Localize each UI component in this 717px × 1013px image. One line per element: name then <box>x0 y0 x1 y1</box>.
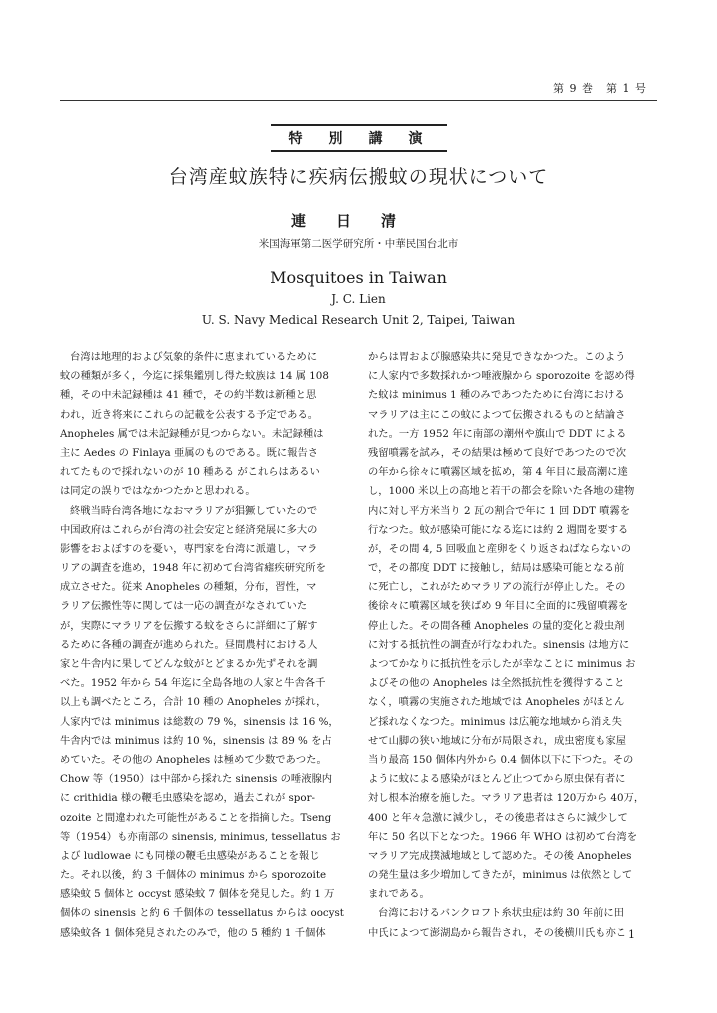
text-line: 行なつた。蚊が感染可能になる迄には約 2 週間を要する <box>368 523 629 536</box>
text-line: せて山脚の狭い地域に分布が局限され，成虫密度も家屋 <box>368 734 627 747</box>
page-number: 1 <box>628 928 635 941</box>
text-line: 個体の sinensis と約 6 千個体の tessellatus からは oocyst <box>60 907 344 920</box>
text-line: 残留噴霧を試み，その結果は極めて良好であつたので次 <box>368 446 627 459</box>
text-line: れてたもので採れないのが 10 種ある がこれらはあるい <box>60 466 320 479</box>
text-line: し，1000 米以上の高地と若干の都会を除いた各地の建物 <box>368 485 635 498</box>
text-line: た。それ以後，約 3 千個体の minimus から sporozoite <box>60 869 327 882</box>
text-line: ozoite と間違われた可能性があることを指摘した。Tseng <box>60 811 332 824</box>
text-line: 家と牛舎内に果してどんな蚊がとどまるか先ずそれを調 <box>60 658 318 670</box>
text-line: の発生量は多少増加してきたが，minimus は依然として <box>368 869 633 882</box>
text-line: 当り最高 150 個体内外から 0.4 個体以下に下つた。その <box>368 753 634 766</box>
text-line: 対し根本治療を施した。マラリア患者は 120万から 40万， <box>368 792 645 805</box>
header-rule <box>60 100 657 101</box>
title-jp: 台湾産蚊族特に疾病伝搬蚊の現状について <box>168 166 549 188</box>
text-line: で，その都度 DDT に接触し，結局は感染可能となる前 <box>368 562 625 575</box>
author-en: J. C. Lien <box>331 292 386 306</box>
text-line: るために各種の調査が進められた。昼間農村における人 <box>60 638 318 651</box>
text-line: 年に 50 名以下となつた。1966 年 WHO は初めて台湾を <box>368 830 638 843</box>
text-line: よび ludlowae にも同様の鞭毛虫感染があることを報じ <box>60 849 320 862</box>
text-line: なく，噴霧の実施された地域では Anopheles がほとん <box>368 696 625 709</box>
text-line: 牛舎内では minimus は約 10 %，sinensis は 89 % を占 <box>60 734 332 747</box>
text-line: 400 と年々急激に減少し，その後患者はさらに減少して <box>368 811 628 824</box>
text-line: 以上も調べたところ，合計 10 種の Anopheles が採れ， <box>60 696 327 709</box>
text-line: Chow 等（1950）は中部から採れた sinensis の唾液腺内 <box>60 773 333 786</box>
text-line: 感染蚊 5 個体と occyst 感染蚊 7 個体を発見した。約 1 万 <box>60 888 335 901</box>
affiliation-en: U. S. Navy Medical Research Unit 2, Taipei, Taiwan <box>201 313 516 327</box>
left-column <box>60 348 352 943</box>
text-line: 後徐々に噴霧区域を狭ばめ 9 年目に全面的に残留噴霧を <box>368 600 629 613</box>
text-line: Anopheles 属では未記録種が見つからない。未記録種は <box>60 427 324 440</box>
text-line: 主に Aedes の Finlaya 亜属のものである。既に報告さ <box>60 446 319 459</box>
text-line: ラリア伝搬性等に関しては一応の調査がなされていた <box>60 600 308 613</box>
text-line: 台湾は地理的および気象的条件に恵まれているために <box>70 351 318 363</box>
text-line: 成立させた。従来 Anopheles の種類，分布，習性，マ <box>60 581 317 594</box>
text-line: からは胃および腺感染共に発見できなかつた。このよう <box>368 351 626 363</box>
text-line: 感染蚊各 1 個体発見されたのみで，他の 5 種約 1 千個体 <box>60 926 326 939</box>
text-line: めていた。その他の Anopheles は極めて少数であつた。 <box>60 753 327 766</box>
section-label-text: 特 別 講 演 <box>271 124 447 152</box>
text-line: われ，近き将来にこれらの記載を公表する予定である。 <box>60 408 319 421</box>
volume-issue: 第 9 巻 第 1 号 <box>553 82 647 95</box>
text-line: れた。一方 1952 年に南部の潮州や旗山で DDT による <box>368 427 627 440</box>
author-jp: 連日清 <box>290 212 426 230</box>
section-label <box>0 124 717 152</box>
text-line: 影響をおよぼすのを憂い，専門家を台湾に派遣し，マラ <box>60 542 318 555</box>
text-line: よびその他の Anopheles は全然抵抗性を獲得すること <box>368 677 625 690</box>
right-column <box>368 348 660 943</box>
text-line: べた。1952 年から 54 年迄に全島各地の人家と牛舎各千 <box>60 677 326 690</box>
text-line: よつてかなりに抵抗性を示したが幸なことに minimus お <box>368 658 636 670</box>
text-line: 内に対し平方米当り 2 瓦の割合で年に 1 回 DDT 噴霧を <box>368 504 631 517</box>
title-en: Mosquitoes in Taiwan <box>270 268 447 287</box>
text-line: た蚊は minimus 1 種のみであつたために台湾における <box>368 389 625 402</box>
text-line: 中氏によつて澎湖島から報告され，その後横川氏も亦こ <box>368 926 627 939</box>
text-line: マラリア完成撲滅地域として認めた。その後 Anopheles <box>368 849 632 862</box>
text-line: は同定の誤りではなかつたかと思われる。 <box>60 485 256 498</box>
text-line: 停止した。その間各種 Anopheles の量的変化と殺虫剤 <box>368 619 625 632</box>
text-line: リアの調査を進め，1948 年に初めて台湾省瘧疾研究所を <box>60 562 326 575</box>
text-line: 等（1954）も亦南部の sinensis, minimus, tessellatus お <box>60 830 341 843</box>
text-line: ど採れなくなつた。minimus は広範な地域から消え失 <box>368 715 622 728</box>
text-line: の年から徐々に噴霧区域を拡め，第 4 年目に最高潮に達 <box>368 466 628 479</box>
affiliation-jp: 米国海軍第二医学研究所・中華民国台北市 <box>258 238 459 250</box>
text-line: ように蚊による感染がほとんど止つてから原虫保有者に <box>368 773 626 786</box>
text-line: に人家内で多数採れかつ唾液腺から sporozoite を認め得 <box>368 370 635 383</box>
text-line: 人家内では minimus は総数の 79 %，sinensis は 16 %， <box>60 715 339 728</box>
text-line: 台湾におけるバンクロフト糸状虫症は約 30 年前に田 <box>378 907 624 920</box>
text-line: が，その間 4, 5 回吸血と産卵をくり返さねばならないの <box>368 542 632 555</box>
text-line: まれである。 <box>368 888 430 901</box>
text-line: に対する抵抗性の調査が行なわれた。sinensis は地方に <box>368 638 630 651</box>
text-line: マラリアは主にこの蚊によつて伝搬されるものと結論さ <box>368 408 626 421</box>
text-line: が，実際にマラリアを伝搬する蚊をさらに詳細に了解す <box>60 619 318 632</box>
text-line: 中国政府はこれらが台湾の社会安定と経済発展に多大の <box>60 523 318 536</box>
text-line: 蚊の種類が多く，今迄に採集鑑別し得た蚊族は 14 属 108 <box>60 370 329 383</box>
text-line: 種，その中未記録種は 41 種で，その約半数は新種と思 <box>60 389 317 402</box>
text-line: に死亡し，これがためマラリアの流行が停止した。その <box>368 581 626 594</box>
text-line: 終戦当時台湾各地になおマラリアが猖獗していたので <box>70 504 318 517</box>
text-line: に crithidia 様の鞭毛虫感染を認め，過去これが spor- <box>60 792 315 805</box>
